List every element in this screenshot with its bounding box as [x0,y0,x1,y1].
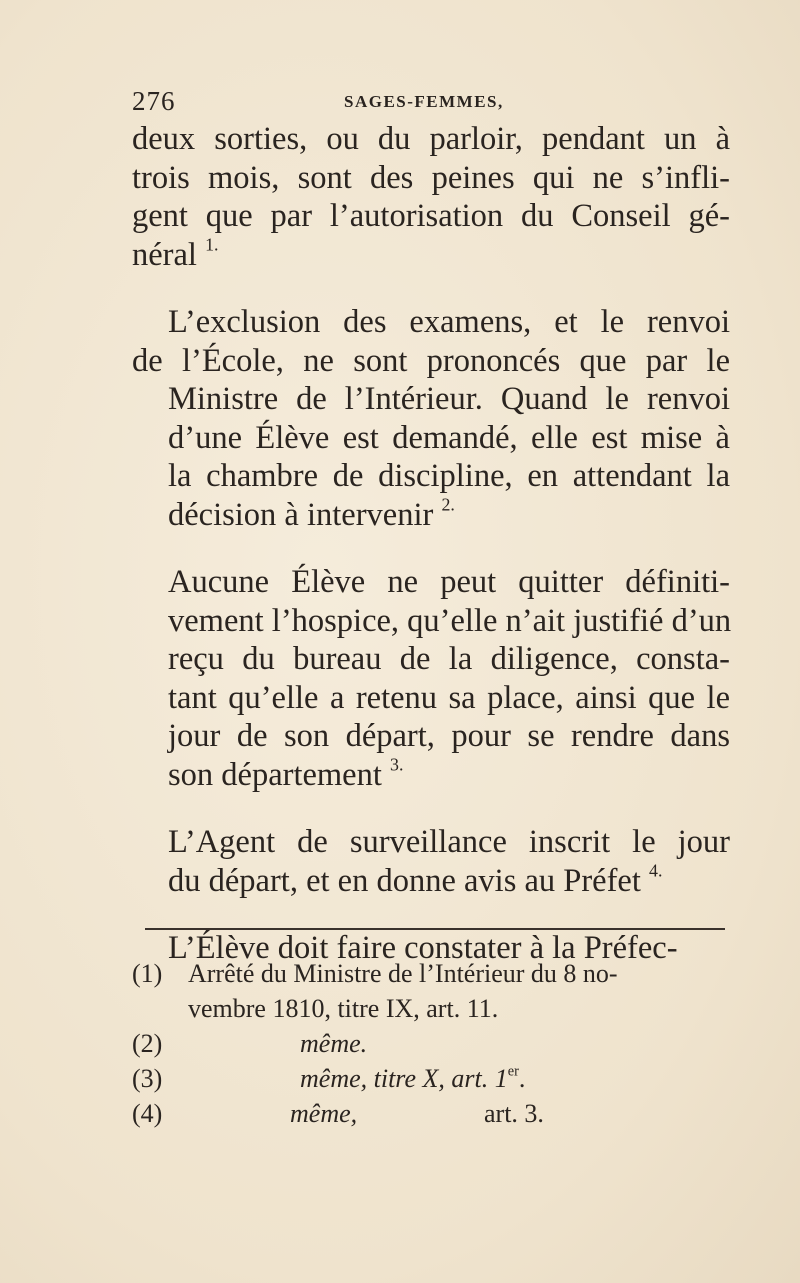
text-fragment: du départ, et en donne avis au Préfet [168,862,641,899]
running-title: SAGES-FEMMES, [344,92,504,111]
footnote-number: (1) [132,959,163,988]
text-line: de l’École, ne sont prononcés que par le [132,342,730,379]
text-line [132,496,730,535]
text-line: trois mois, sont des peines qui ne s’infli- [132,159,730,196]
footnote-italic: même, [290,1099,358,1128]
text-line: Ministre de l’Intérieur. Quand le renvoi [168,381,730,417]
text-fragment: décision à intervenir [168,496,434,533]
footnote-2 [132,1026,732,1061]
text-line [132,756,730,795]
text-line: L’exclusion des examens, et le renvoi [168,304,730,340]
text-line: vement l’hospice, qu’elle n’ait justifié d’un [168,602,732,639]
footnote-4 [132,1096,732,1131]
text-line: d’une Élève est demandé, elle est mise à [168,419,730,456]
footnote-sup: er [507,1063,519,1080]
text-fragment: néral [132,236,197,273]
text-line: Aucune Élève ne peut quitter définiti- [168,564,730,600]
text-line: reçu du bureau de la diligence, consta- [168,641,730,677]
footnote-number: (3) [132,1064,163,1093]
footnote-end: . [518,1064,526,1093]
text-line: deux sorties, ou du parloir, pendant un à [132,121,730,157]
footnote-text [300,1026,367,1061]
footnotes [132,956,732,1131]
page-number: 276 [132,86,176,116]
footnote-ref-1: 1. [205,234,219,255]
paragraph-1 [132,120,730,274]
footnote-number: (4) [132,1099,163,1128]
footnote-text: Arrêté du Ministre de l’Intérieur du 8 no- [188,959,618,988]
paragraph-2 [132,303,730,534]
footnote-3 [132,1061,732,1096]
footnote-number: (2) [132,1029,163,1058]
text-line [132,862,730,901]
body-text [132,120,730,968]
text-line: jour de son départ, pour se rendre dans [168,718,730,754]
footnote-ref-3: 3. [390,754,404,775]
text-line [132,236,730,275]
text-fragment: son département [168,756,382,793]
text-line: L’Élève doit faire constater à la Préfec- [168,930,678,966]
text-line: tant qu’elle a retenu sa place, ainsi que le [168,679,730,716]
text-line: la chambre de discipline, en attendant la [168,458,730,494]
text-line: L’Agent de surveillance inscrit le jour [168,824,730,860]
footnote-ref-2: 2. [441,494,455,515]
footnote-italic: même, titre X, art. 1 [300,1064,508,1093]
footnote-text: vembre 1810, titre IX, art. 11. [188,994,499,1023]
footnote-1 [132,956,732,991]
footnote-italic: même. [300,1029,368,1058]
footnote-text [300,1061,525,1096]
footnote-text [290,1096,357,1131]
footnote-article: art. 3. [484,1099,544,1128]
text-line: gent que par l’autorisation du Conseil gé- [132,198,730,234]
paragraph-4 [132,823,730,900]
footnote-divider [145,928,725,930]
paragraph-3 [132,563,730,794]
running-header [132,86,732,116]
footnote-ref-4: 4. [649,860,663,881]
footnote-1-continuation [132,991,732,1026]
